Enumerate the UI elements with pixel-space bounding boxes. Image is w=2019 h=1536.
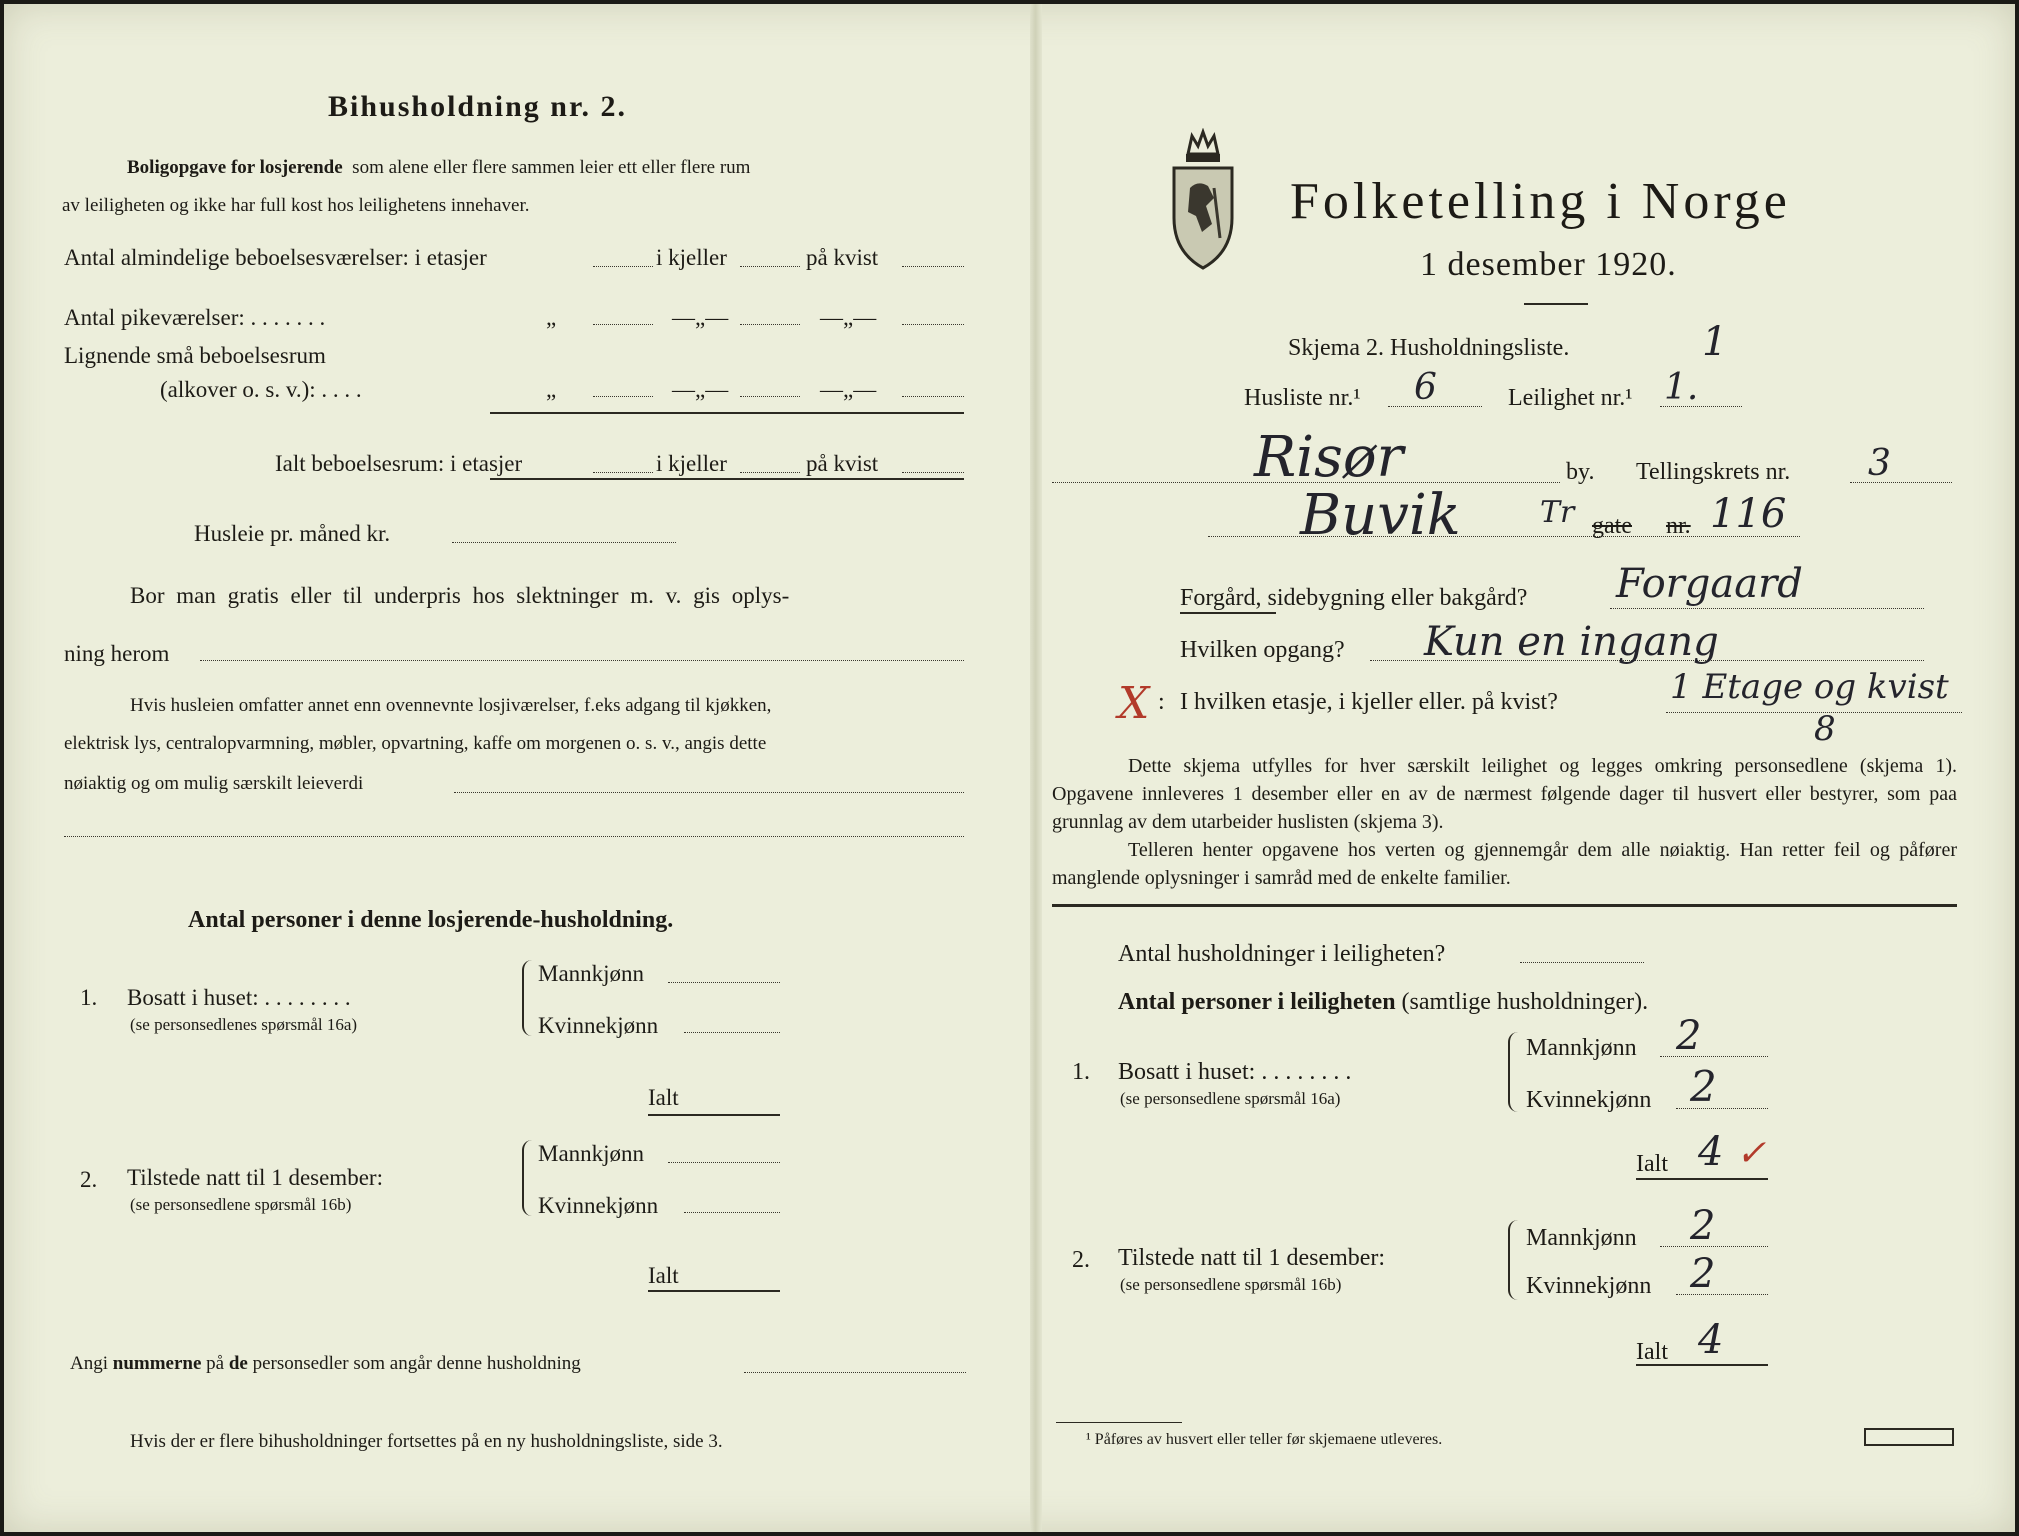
pike-kvist-field[interactable]: [902, 324, 964, 325]
bor-field[interactable]: [200, 660, 964, 661]
left-q1-ialt-field[interactable]: [648, 1114, 780, 1116]
leilighet-nr-hw[interactable]: 1.: [1664, 367, 1699, 408]
hvis-line-3: nøiaktig og om mulig særskilt leieverdi: [64, 773, 364, 794]
pike-label: Antal pikeværelser: . . . . . . .: [64, 305, 326, 330]
pike-ditto-1: „: [546, 305, 557, 330]
right-q2-label: Tilstede natt til 1 desember:: [1118, 1245, 1386, 1271]
etasje-question: I hvilken etasje, i kjeller eller. på kvist?: [1180, 689, 1558, 715]
page-fold: [1030, 4, 1042, 1532]
tellingskrets-nr-hw[interactable]: 3: [1868, 443, 1891, 484]
right-footnote: ¹ Påføres av husvert eller teller før skjemaene utleveres.: [1086, 1431, 1443, 1448]
date-rule: [1524, 303, 1588, 305]
left-q1-mann-label: Mannkjønn: [538, 961, 645, 986]
rooms-kvist-field[interactable]: [902, 266, 964, 267]
ialt-kvist-label: på kvist: [806, 451, 879, 476]
footnote-rule: [1056, 1422, 1182, 1423]
right-q1-ialt-label: Ialt: [1636, 1151, 1668, 1177]
opgang-question: Hvilken opgang?: [1180, 637, 1345, 663]
rooms-kvist-label: på kvist: [806, 245, 879, 270]
sum-rule: [490, 412, 964, 414]
lign-etasjer-field[interactable]: [593, 396, 653, 397]
husliste-label: Husliste nr.¹: [1244, 385, 1361, 411]
tellingskrets-label: Tellingskrets nr.: [1636, 459, 1791, 485]
tellingskrets-field[interactable]: [1850, 482, 1952, 483]
left-q2-mann-label: Mannkjønn: [538, 1141, 645, 1166]
rooms-kjeller-field[interactable]: [740, 266, 800, 267]
forgard-underline: [1180, 612, 1276, 614]
left-q2-ialt-label: Ialt: [648, 1263, 679, 1288]
ialt-kjeller-label: i kjeller: [656, 451, 727, 476]
printer-stamp: [1864, 1428, 1954, 1446]
right-q1-mann-label: Mannkjønn: [1526, 1035, 1637, 1061]
right-q2-kvinne-hw[interactable]: 2: [1690, 1251, 1716, 1297]
lign-kvist-field[interactable]: [902, 396, 964, 397]
right-q1-label: Bosatt i huset: . . . . . . . .: [1118, 1059, 1352, 1085]
left-title: Bihusholdning nr. 2.: [328, 90, 628, 123]
lign-ditto-3: —„—: [820, 377, 877, 402]
left-q2-brace: [522, 1140, 534, 1216]
left-q1-kvinne-field[interactable]: [684, 1032, 780, 1033]
angi-field[interactable]: [744, 1372, 966, 1373]
hvis-line-1: Hvis husleien omfatter annet enn ovennevnte losjiværelser, f.eks adgang til kjøkken,: [130, 695, 772, 716]
pike-ditto-3: —„—: [820, 305, 877, 330]
by-label: by.: [1566, 459, 1595, 485]
right-q1-kvinne-label: Kvinnekjønn: [1526, 1087, 1652, 1113]
right-q1-kvinne-hw[interactable]: 2: [1690, 1062, 1717, 1111]
info-rule: [1052, 904, 1957, 907]
left-persons-title: Antal personer i denne losjerende-husholdning.: [188, 907, 674, 933]
opgang-hw[interactable]: Kun en ingang: [1424, 619, 1719, 665]
right-persons-title: Antal personer i leiligheten (samtlige husholdninger).: [1118, 989, 1649, 1015]
right-q2-sub: (se personsedlene spørsmål 16b): [1120, 1275, 1342, 1294]
by-hw[interactable]: Risør: [1254, 425, 1404, 490]
left-q2-num: 2.: [80, 1167, 98, 1192]
left-q2-kvinne-label: Kvinnekjønn: [538, 1193, 659, 1218]
bor-line-2: ning herom: [64, 641, 170, 666]
right-q2-ialt-field[interactable]: [1636, 1364, 1768, 1366]
pike-ditto-2: —„—: [672, 305, 729, 330]
hvis-line-2: elektrisk lys, centralopvarmning, møbler, opvartning, kaffe om morgenen o. s. v., angis dette: [64, 733, 767, 754]
right-q2-ialt-hw[interactable]: 4: [1698, 1317, 1724, 1363]
left-q2-label: Tilstede natt til 1 desember:: [127, 1165, 383, 1190]
right-title: Folketelling i Norge: [1290, 173, 1791, 230]
lign-ditto-1: „: [546, 377, 557, 402]
street-hw[interactable]: Buvik: [1300, 483, 1461, 548]
left-q1-sub: (se personsedlenes spørsmål 16a): [130, 1015, 358, 1034]
right-q1-mann-hw[interactable]: 2: [1676, 1013, 1702, 1059]
forgard-question: Forgård, sidebygning eller bakgård?: [1180, 585, 1528, 611]
husholdningsliste-nr-hw[interactable]: 1: [1702, 319, 1728, 365]
left-q2-sub: (se personsedlene spørsmål 16b): [130, 1195, 352, 1214]
right-q2-ialt-label: Ialt: [1636, 1339, 1668, 1365]
bor-line-1: Bor man gratis eller til underpris hos slektninger m. v. gis oplys-: [130, 583, 790, 608]
etasje-hw[interactable]: 1 Etage og kvist: [1670, 667, 1949, 707]
intro-line-2: av leiligheten og ikke har full kost hos leilighetens innehaver.: [62, 195, 530, 216]
pike-etasjer-field[interactable]: [593, 324, 653, 325]
red-x-mark: X: [1118, 678, 1150, 729]
etasje-sub-hw[interactable]: 8: [1814, 709, 1836, 749]
husliste-nr-hw[interactable]: 6: [1414, 367, 1437, 408]
right-q1-sub: (se personsedlene spørsmål 16a): [1120, 1089, 1341, 1108]
ialt-underline: [490, 478, 964, 480]
right-q2-num: 2.: [1072, 1247, 1090, 1273]
ialt-kjeller-field[interactable]: [740, 472, 800, 473]
coat-of-arms-icon: [1168, 128, 1238, 276]
left-q1-mann-field[interactable]: [668, 982, 780, 983]
rooms-label: Antal almindelige beboelsesværelser: i etasjer: [64, 245, 487, 270]
lign-label-2: (alkover o. s. v.): . . . .: [160, 377, 362, 402]
forgard-field[interactable]: [1610, 608, 1924, 609]
etasje-bullet: :: [1158, 689, 1165, 715]
rooms-etasjer-field[interactable]: [593, 266, 653, 267]
leieverdi-field-2[interactable]: [64, 836, 964, 837]
husholdninger-field[interactable]: [1520, 962, 1644, 963]
pike-kjeller-field[interactable]: [740, 324, 800, 325]
left-q2-ialt-field[interactable]: [648, 1290, 780, 1292]
nr-label: nr.: [1666, 513, 1691, 539]
leieverdi-field[interactable]: [454, 792, 964, 793]
right-q2-brace: [1508, 1220, 1520, 1300]
lign-label-1: Lignende små beboelsesrum: [64, 343, 326, 368]
left-q1-brace: [522, 960, 534, 1036]
street-type-hw[interactable]: Tr: [1540, 495, 1575, 530]
intro-line-1: Boligopgave for losjerende som alene eller flere sammen leier ett eller flere rum: [127, 157, 751, 178]
ialt-etasjer-field[interactable]: [593, 472, 653, 473]
red-check-mark: ✓: [1736, 1133, 1767, 1174]
husleie-field[interactable]: [452, 542, 676, 543]
leilighet-label: Leilighet nr.¹: [1508, 385, 1633, 411]
ialt-kvist-field[interactable]: [902, 472, 964, 473]
left-q2-kvinne-field[interactable]: [684, 1212, 780, 1213]
forgard-hw[interactable]: Forgaard: [1616, 561, 1803, 607]
ialt-rooms-label: Ialt beboelsesrum: i etasjer: [275, 451, 523, 476]
left-q1-label: Bosatt i huset: . . . . . . . .: [127, 985, 351, 1010]
right-q1-ialt-field[interactable]: [1636, 1178, 1768, 1180]
info-paragraph-2: Telleren henter opgavene hos verten og gjennemgår dem alle nøiaktig. Han retter feil og påfører manglende oplysninger i samråd med de enkelte familier.: [1052, 839, 1957, 889]
skjema-label: Skjema 2. Husholdningsliste.: [1288, 335, 1570, 361]
right-q1-brace: [1508, 1032, 1520, 1112]
gate-label: gate: [1592, 513, 1632, 539]
left-footer: Hvis der er flere bihusholdninger fortsettes på en ny husholdningsliste, side 3.: [130, 1431, 723, 1452]
husholdninger-question: Antal husholdninger i leiligheten?: [1118, 941, 1446, 967]
left-q1-ialt-label: Ialt: [648, 1085, 679, 1110]
rooms-kjeller-label: i kjeller: [656, 245, 727, 270]
info-paragraph-1: Dette skjema utfylles for hver særskilt leilighet og legges omkring personsedlene (skjema 1). Opgavene innleveres 1 desember eller en av de nærmest følgende dager til husvert eller bestyrer, som paa grunnlag av dem utarbeider huslisten (skjema 3).: [1052, 755, 1957, 833]
right-date: 1 desember 1920.: [1420, 246, 1677, 283]
husleie-label: Husleie pr. måned kr.: [194, 521, 391, 546]
lign-ditto-2: —„—: [672, 377, 729, 402]
lign-kjeller-field[interactable]: [740, 396, 800, 397]
house-nr-hw[interactable]: 116: [1710, 491, 1787, 537]
angi-line: Angi nummerne på de personsedler som angår denne husholdning: [70, 1353, 581, 1374]
left-q1-kvinne-label: Kvinnekjønn: [538, 1013, 659, 1038]
right-q1-ialt-hw[interactable]: 4: [1698, 1129, 1724, 1175]
left-q2-mann-field[interactable]: [668, 1162, 780, 1163]
right-q2-mann-hw[interactable]: 2: [1690, 1203, 1716, 1249]
right-q2-mann-label: Mannkjønn: [1526, 1225, 1637, 1251]
right-q2-kvinne-label: Kvinnekjønn: [1526, 1273, 1652, 1299]
left-q1-num: 1.: [80, 985, 98, 1010]
right-q1-num: 1.: [1072, 1059, 1090, 1085]
